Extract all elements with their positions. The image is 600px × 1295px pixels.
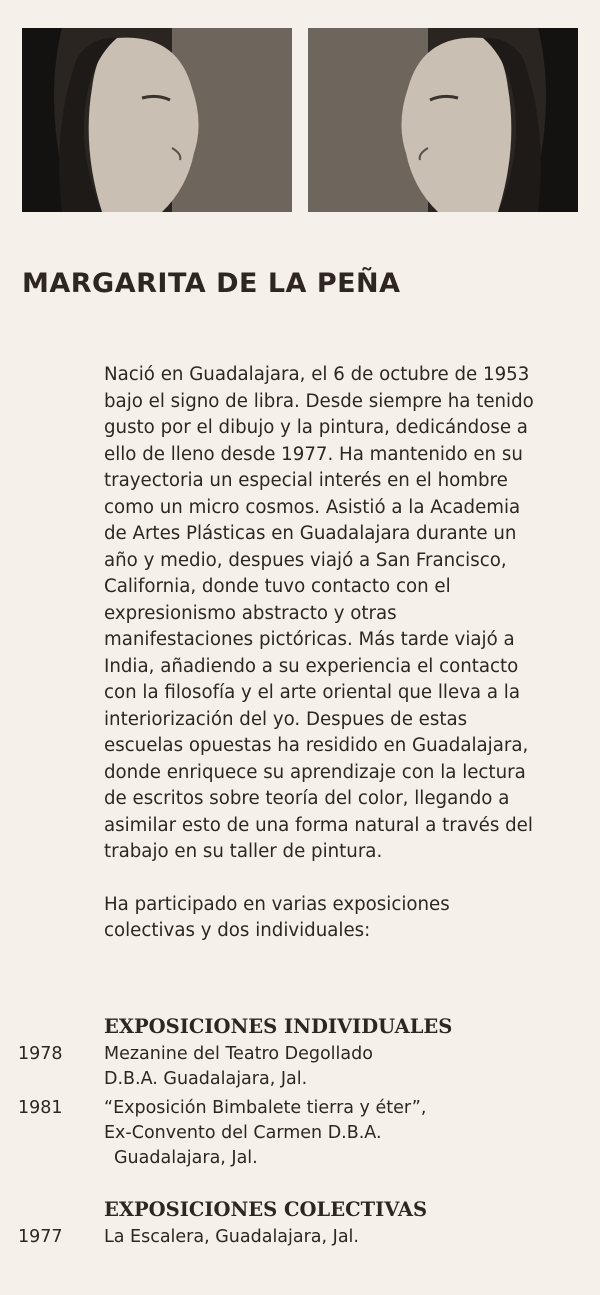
exhibition-location: D.B.A. Guadalajara, Jal. — [104, 1069, 308, 1089]
exhibition-title: “Exposición Bimbalete tierra y éter”, — [104, 1098, 427, 1118]
bio-paragraph: Nació en Guadalajara, el 6 de octubre de 1953 bajo el signo de libra. Desde siempre ha tenido gusto por el dibujo y la pintura, dedicándose a ello de lleno desde 1977. Ha mantenido en su trayectoria un especial interés en el hombre como un micro cosmos. Asistió a la Academia de Artes Plásticas en Guadalajara durante un año y medio, despues viajó a San Francisco, California, donde tuvo contacto con el expresionismo abstracto y otras manifestaciones pictóricas. Más tarde viajó a India, añadiendo a su experiencia el contacto con la filosofía y el arte oriental que lleva a la interiorización del yo. Despues de estas escuelas opuestas ha residido en Guadalajara, donde enriquece su aprendizaje con la lectura de escritos sobre teoría del color, llegando a asimilar esto de una forma natural a través del trabajo en su taller de pintura. — [104, 364, 534, 862]
biography — [104, 362, 544, 945]
exhibition-location: Guadalajara, Jal. — [114, 1148, 258, 1168]
exhibition-year: 1978 — [18, 1044, 63, 1064]
exhibition-year: 1981 — [18, 1098, 63, 1118]
portrait-photo-right — [308, 28, 578, 212]
artist-name-title: MARGARITA DE LA PEÑA — [22, 268, 401, 299]
collective-exhibitions-heading: EXPOSICIONES COLECTIVAS — [104, 1198, 428, 1221]
portrait-photo-left — [22, 28, 292, 212]
exhibition-venue: Mezanine del Teatro Degollado — [104, 1044, 373, 1064]
individual-exhibitions-heading: EXPOSICIONES INDIVIDUALES — [104, 1015, 453, 1038]
exhibition-venue: Ex-Convento del Carmen D.B.A. — [104, 1123, 382, 1143]
bio-paragraph-exhibitions-intro: Ha participado en varias exposiciones colectivas y dos individuales: — [104, 893, 450, 941]
exhibition-venue: La Escalera, Guadalajara, Jal. — [104, 1227, 359, 1247]
exhibition-year: 1977 — [18, 1227, 63, 1247]
